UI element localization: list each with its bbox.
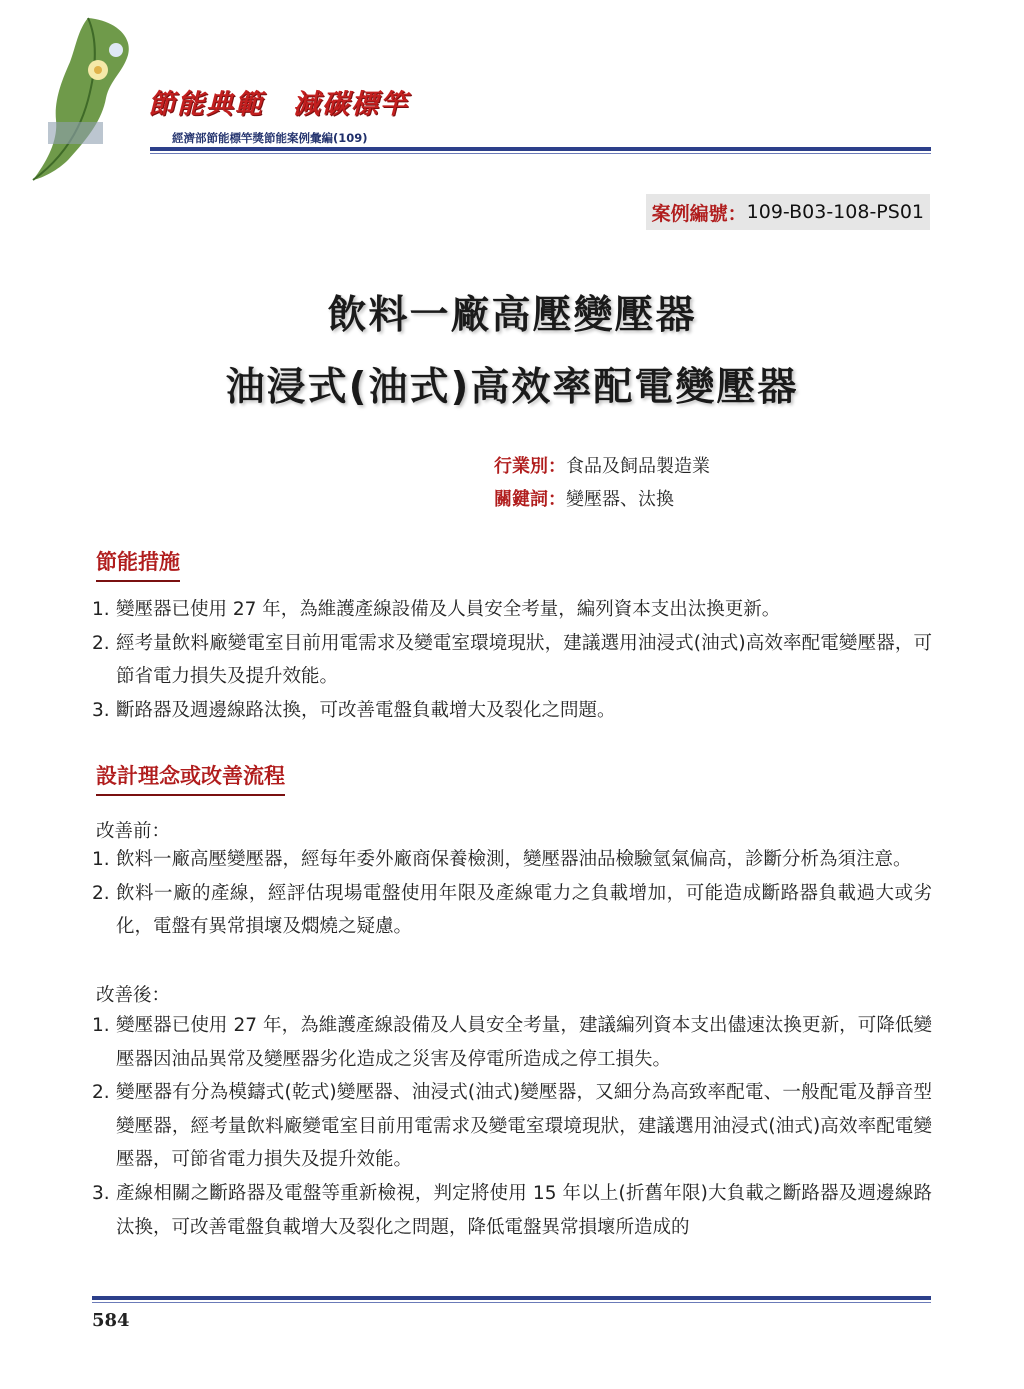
industry-value: 食品及飼品製造業 xyxy=(566,456,710,477)
case-number-box xyxy=(646,194,930,230)
brand-title: 節能典範 減碳標竿 xyxy=(148,89,409,120)
list-item: 3. 斷路器及週邊線路汰換，可改善電盤負載增大及裂化之問題。 xyxy=(92,699,616,721)
keyword-value: 變壓器、汰換 xyxy=(566,489,674,510)
after-list xyxy=(92,1009,932,1244)
keyword-label: 關鍵詞： xyxy=(494,489,566,510)
footer-rule xyxy=(92,1296,931,1300)
list-item: 3. 產線相關之斷路器及電盤等重新檢視，判定將使用 15 年以上(折舊年限)大負載之斷路器及週邊線路汰換，可改善電盤負載增大及裂化之問題，降低電盤異常損壞所造成的 xyxy=(92,1182,932,1238)
brand-subtitle: 經濟部節能標竿獎節能案例彙編(109) xyxy=(172,131,368,145)
header-rule xyxy=(150,147,931,151)
industry-line xyxy=(494,452,710,478)
page-number: 584 xyxy=(92,1310,130,1331)
list-item: 2. 飲料一廠的產線，經評估現場電盤使用年限及產線電力之負載增加，可能造成斷路器負載過大或劣化，電盤有異常損壞及燜燒之疑慮。 xyxy=(92,882,932,938)
after-label: 改善後： xyxy=(96,985,171,1006)
title-line-2: 油浸式(油式)高效率配電變壓器 xyxy=(225,365,799,410)
before-label: 改善前： xyxy=(96,821,171,842)
title-line-1: 飲料一廠高壓變壓器 xyxy=(327,293,697,338)
industry-label: 行業別： xyxy=(494,456,566,477)
measures-list xyxy=(92,593,932,727)
footer-rule-thin xyxy=(92,1302,931,1303)
section-heading-design: 設計理念或改善流程 xyxy=(96,760,285,796)
case-number-label: 案例編號： xyxy=(651,202,747,225)
list-item: 1. 變壓器已使用 27 年，為維護產線設備及人員安全考量，編列資本支出汰換更新。 xyxy=(92,599,781,620)
taiwan-leaf-logo xyxy=(18,10,168,182)
section-heading-measures: 節能措施 xyxy=(96,546,180,582)
list-item: 2. 經考量飲料廠變電室目前用電需求及變電室環境現狀，建議選用油浸式(油式)高效率配電變壓器，可節省電力損失及提升效能。 xyxy=(92,632,932,688)
case-number-value: 109-B03-108-PS01 xyxy=(746,201,924,223)
header-rule-thin xyxy=(150,153,931,154)
list-item: 1. 變壓器已使用 27 年，為維護產線設備及人員安全考量，建議編列資本支出儘速汰換更新，可降低變壓器因油品異常及變壓器劣化造成之災害及停電所造成之停工損失。 xyxy=(92,1015,932,1070)
keyword-line xyxy=(494,485,674,511)
list-item: 1. 飲料一廠高壓變壓器，經每年委外廠商保養檢測，變壓器油品檢驗氫氣偏高，診斷分析為須注意。 xyxy=(92,849,912,870)
before-list xyxy=(92,843,932,944)
list-item: 2. 變壓器有分為模鑄式(乾式)變壓器、油浸式(油式)變壓器，又細分為高致率配電、一般配電及靜音型變壓器，經考量飲料廠變電室目前用電需求及變電室環境現狀，建議選用油浸式(油式)高效率配電變壓器，可節省電力損失及提升效能。 xyxy=(92,1082,932,1171)
